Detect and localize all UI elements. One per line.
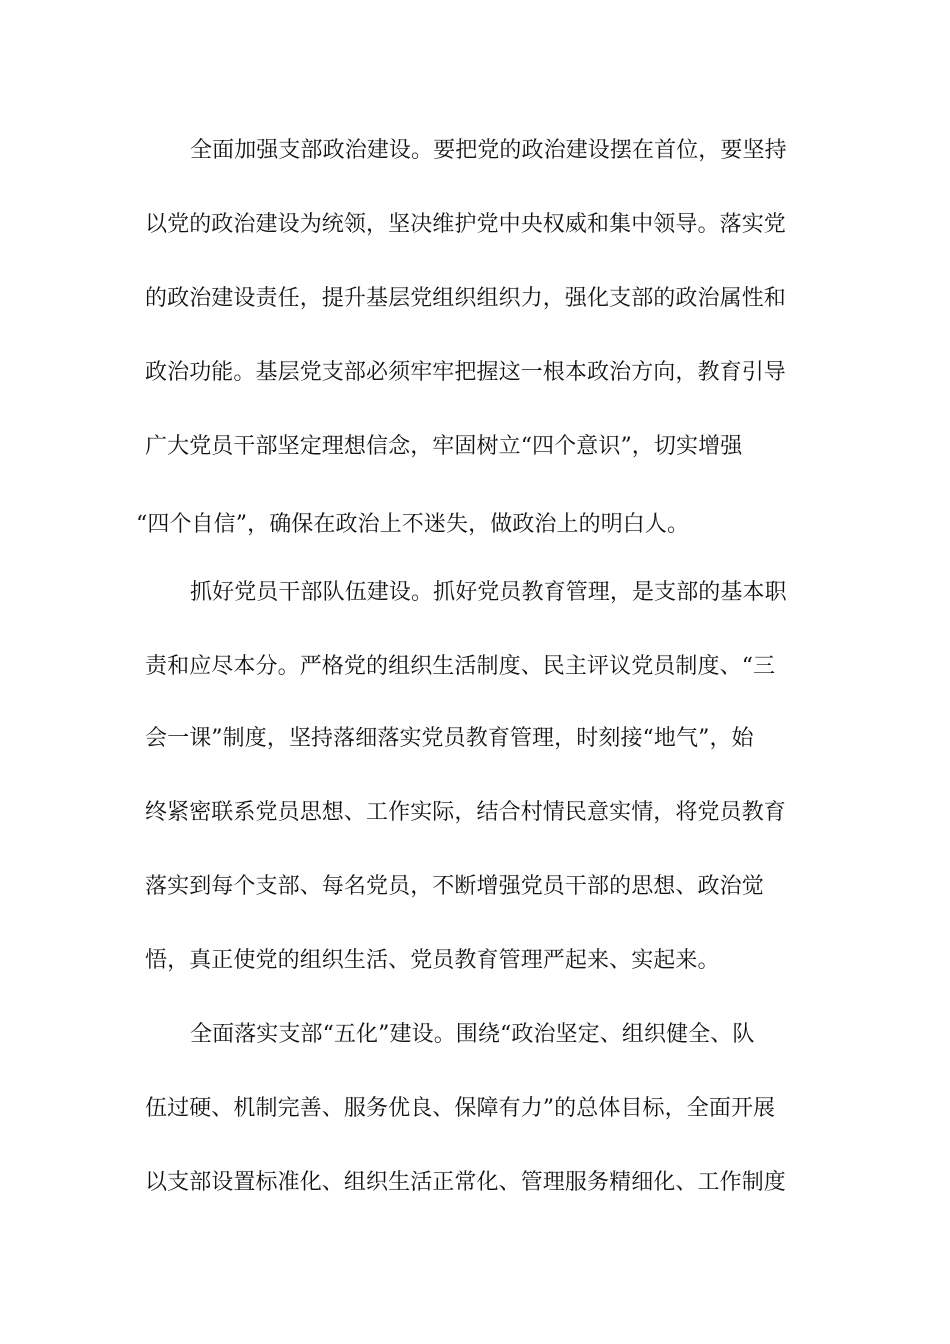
text-line: 全面加强支部政治建设。要把党的政治建设摆在首位，要坚持 bbox=[190, 138, 787, 163]
text-line: 终紧密联系党员思想、工作实际，结合村情民意实情，将党员教育 bbox=[145, 800, 786, 825]
text-line: 落实到每个支部、每名党员，不断增强党员干部的思想、政治觉 bbox=[145, 874, 764, 899]
text-line: 会一课”制度，坚持落细落实党员教育管理，时刻接“地气”，始 bbox=[145, 726, 754, 751]
text-line: 抓好党员干部队伍建设。抓好党员教育管理，是支部的基本职 bbox=[190, 580, 787, 605]
text-line: “四个自信”，确保在政治上不迷失，做政治上的明白人。 bbox=[136, 512, 690, 537]
text-line: 责和应尽本分。严格党的组织生活制度、民主评议党员制度、“三 bbox=[145, 654, 776, 679]
text-line: 全面落实支部“五化”建设。围绕“政治坚定、组织健全、队 bbox=[190, 1022, 755, 1047]
text-line: 政治功能。基层党支部必须牢牢把握这一根本政治方向，教育引导 bbox=[145, 360, 786, 385]
text-line: 以支部设置标准化、组织生活正常化、管理服务精细化、工作制度 bbox=[145, 1170, 786, 1195]
text-line: 伍过硬、机制完善、服务优良、保障有力”的总体目标，全面开展 bbox=[145, 1096, 776, 1121]
text-line: 悟，真正使党的组织生活、党员教育管理严起来、实起来。 bbox=[145, 948, 720, 973]
text-line: 以党的政治建设为统领，坚决维护党中央权威和集中领导。落实党 bbox=[145, 212, 786, 237]
text-line: 广大党员干部坚定理想信念，牢固树立“四个意识”，切实增强 bbox=[145, 434, 743, 459]
text-line: 的政治建设责任，提升基层党组织组织力，强化支部的政治属性和 bbox=[145, 286, 786, 311]
